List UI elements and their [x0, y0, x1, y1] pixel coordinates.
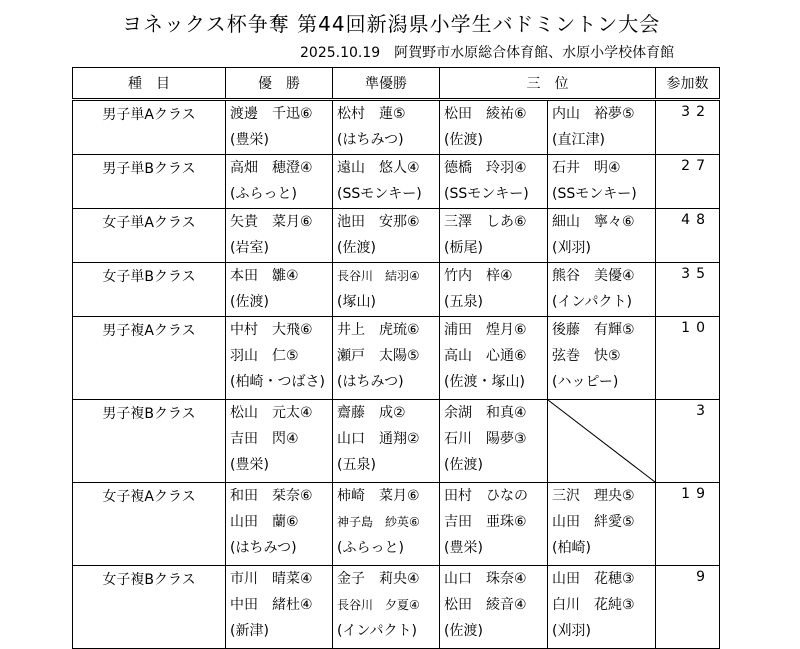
third-place-cell-2	[548, 566, 656, 649]
winner-cell	[226, 100, 333, 155]
player-name: 神子島 紗英⑥	[337, 515, 420, 529]
player-name: 熊谷 美優④	[552, 268, 635, 284]
table-row	[73, 400, 720, 483]
participant-count: 48	[656, 209, 720, 263]
third-place-cell-2	[548, 155, 656, 209]
player-name: 白川 花純③	[552, 597, 635, 613]
team-name: (ハッピー)	[552, 374, 619, 390]
team-name: (柏崎)	[552, 540, 591, 556]
player-name: 山田 絆愛⑤	[552, 514, 635, 530]
winner-cell	[226, 317, 333, 400]
table-row	[73, 155, 720, 209]
player-name: 羽山 仁⑤	[230, 348, 299, 364]
team-name: (栃尾)	[444, 240, 483, 256]
table-row	[73, 483, 720, 566]
player-name: 柿崎 菜月⑥	[337, 488, 420, 504]
team-name: (佐渡)	[444, 623, 483, 639]
participant-count: 9	[656, 566, 720, 649]
player-name: 齋藤 成②	[337, 405, 406, 421]
player-name: 高山 心通⑥	[444, 348, 527, 364]
player-name: 金子 莉央④	[337, 571, 420, 587]
team-name: (インパクト)	[337, 623, 417, 639]
team-name: (SSモンキー)	[552, 186, 637, 202]
player-name: 矢貴 菜月⑥	[230, 214, 313, 230]
player-name: 後藤 有輝⑤	[552, 322, 635, 338]
third-place-cell	[440, 566, 548, 649]
team-name: (刈羽)	[552, 623, 591, 639]
table-row	[73, 317, 720, 400]
third-place-cell	[440, 483, 548, 566]
team-name: (直江津)	[552, 132, 605, 148]
player-name: 和田 栞奈⑥	[230, 488, 313, 504]
third-place-cell-2	[548, 317, 656, 400]
winner-cell	[226, 483, 333, 566]
player-name: 池田 安那⑥	[337, 214, 420, 230]
third-place-cell-2	[548, 100, 656, 155]
player-name: 井上 虎琉⑥	[337, 322, 420, 338]
page-title: ヨネックス杯争奪 第44回新潟県小学生バドミントン大会	[122, 12, 661, 36]
event-class: 男子複Bクラス	[73, 400, 226, 483]
event-class: 男子単Aクラス	[73, 100, 226, 155]
player-name: 吉田 閃④	[230, 431, 299, 447]
team-name: (佐渡)	[337, 240, 376, 256]
participant-count: 10	[656, 317, 720, 400]
third-place-cell	[440, 400, 548, 483]
participant-count: 3	[656, 400, 720, 483]
player-name: 浦田 煌月⑥	[444, 322, 527, 338]
header-event: 種 目	[73, 68, 226, 100]
team-name: (インパクト)	[552, 294, 632, 310]
player-name: 内山 裕夢⑤	[552, 106, 635, 122]
team-name: (塚山)	[337, 294, 376, 310]
header-participants: 参加数	[656, 68, 720, 100]
player-name: 三澤 しあ⑥	[444, 214, 527, 230]
winner-cell	[226, 566, 333, 649]
player-name: 瀬戸 太陽⑤	[337, 348, 420, 364]
player-name: 高畑 穂澄④	[230, 160, 313, 176]
player-name: 余湖 和真④	[444, 405, 527, 421]
team-name: (佐渡)	[444, 457, 483, 473]
player-name: 德橋 玲羽④	[444, 160, 527, 176]
event-date-venue: 2025.10.19 阿賀野市水原総合体育館、水原小学校体育館	[300, 45, 675, 61]
runner-up-cell	[333, 566, 440, 649]
player-name: 中村 大飛⑥	[230, 322, 313, 338]
player-name: 中田 緒杜④	[230, 597, 313, 613]
results-table	[72, 67, 720, 649]
player-name: 松田 綾音④	[444, 597, 527, 613]
participant-count: 19	[656, 483, 720, 566]
player-name: 山田 花穂③	[552, 571, 635, 587]
event-class: 女子複Aクラス	[73, 483, 226, 566]
event-class: 女子単Aクラス	[73, 209, 226, 263]
third-place-cell	[440, 155, 548, 209]
team-name: (はちみつ)	[337, 374, 404, 390]
event-class: 女子複Bクラス	[73, 566, 226, 649]
player-name: 三沢 理央⑤	[552, 488, 635, 504]
player-name: 松山 元太④	[230, 405, 313, 421]
team-name: (新津)	[230, 623, 269, 639]
table-row	[73, 263, 720, 317]
third-place-cell	[440, 317, 548, 400]
team-name: (ふらっと)	[337, 540, 404, 556]
player-name: 石井 明④	[552, 160, 621, 176]
team-name: (刈羽)	[552, 240, 591, 256]
team-name: (五泉)	[337, 457, 376, 473]
third-place-cell	[440, 263, 548, 317]
player-name: 石川 陽夢③	[444, 431, 527, 447]
player-name: 山口 通翔②	[337, 431, 420, 447]
runner-up-cell	[333, 100, 440, 155]
player-name: 弦巻 快⑤	[552, 348, 621, 364]
team-name: (豊栄)	[444, 540, 483, 556]
winner-cell	[226, 263, 333, 317]
team-name: (佐渡)	[444, 132, 483, 148]
team-name: (はちみつ)	[230, 540, 297, 556]
runner-up-cell	[333, 400, 440, 483]
third-place-cell	[440, 209, 548, 263]
team-name: (豊栄)	[230, 132, 269, 148]
player-name: 竹内 梓④	[444, 268, 513, 284]
header-runner-up: 準優勝	[333, 68, 440, 100]
team-name: (佐渡・塚山)	[444, 374, 525, 390]
player-name: 松田 綾祐⑥	[444, 106, 527, 122]
table-row	[73, 100, 720, 155]
winner-cell	[226, 155, 333, 209]
player-name: 田村 ひなの	[444, 488, 528, 504]
team-name: (佐渡)	[230, 294, 269, 310]
team-name: (岩室)	[230, 240, 269, 256]
runner-up-cell	[333, 483, 440, 566]
participant-count: 27	[656, 155, 720, 209]
winner-cell	[226, 400, 333, 483]
player-name: 山田 蘭⑥	[230, 514, 299, 530]
player-name: 本田 雛④	[230, 268, 299, 284]
player-name: 長谷川 結羽④	[337, 269, 420, 283]
event-class: 男子単Bクラス	[73, 155, 226, 209]
team-name: (SSモンキー)	[444, 186, 529, 202]
player-name: 松村 蓮⑤	[337, 106, 406, 122]
third-place-cell-2	[548, 483, 656, 566]
empty-cell-diagonal	[548, 400, 656, 483]
runner-up-cell	[333, 209, 440, 263]
runner-up-cell	[333, 317, 440, 400]
runner-up-cell	[333, 155, 440, 209]
winner-cell	[226, 209, 333, 263]
player-name: 細山 寧々⑥	[552, 214, 635, 230]
table-row	[73, 566, 720, 649]
header-third-place: 三 位	[440, 68, 656, 100]
header-row	[73, 68, 720, 100]
player-name: 渡邊 千迅⑥	[230, 106, 313, 122]
team-name: (はちみつ)	[337, 132, 404, 148]
third-place-cell-2	[548, 263, 656, 317]
player-name: 山口 珠奈④	[444, 571, 527, 587]
player-name: 長谷川 夕夏④	[337, 598, 420, 612]
player-name: 市川 晴菜④	[230, 571, 313, 587]
team-name: (豊栄)	[230, 457, 269, 473]
team-name: (五泉)	[444, 294, 483, 310]
third-place-cell	[440, 100, 548, 155]
team-name: (ふらっと)	[230, 186, 297, 202]
participant-count: 35	[656, 263, 720, 317]
player-name: 吉田 亜珠⑥	[444, 514, 527, 530]
team-name: (柏崎・つばさ)	[230, 374, 325, 390]
diagonal-line	[548, 400, 655, 482]
event-class: 男子複Aクラス	[73, 317, 226, 400]
third-place-cell-2	[548, 209, 656, 263]
header-winner: 優 勝	[226, 68, 333, 100]
participant-count: 32	[656, 100, 720, 155]
runner-up-cell	[333, 263, 440, 317]
player-name: 遠山 悠人④	[337, 160, 420, 176]
event-class: 女子単Bクラス	[73, 263, 226, 317]
table-row	[73, 209, 720, 263]
team-name: (SSモンキー)	[337, 186, 422, 202]
